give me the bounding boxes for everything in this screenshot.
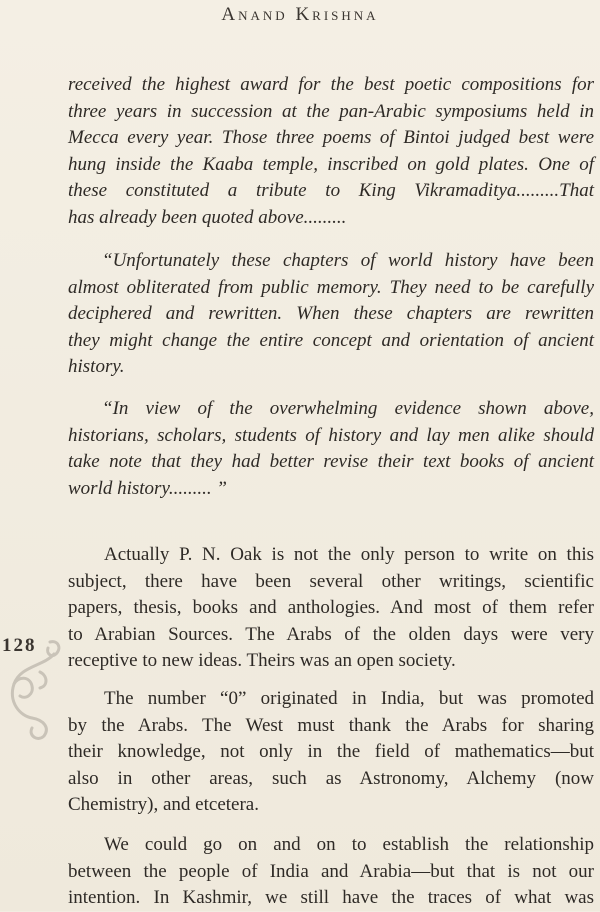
- text-line: these constituted a tribute to King Vikramaditya.........That: [68, 180, 594, 201]
- text-line: by the Arabs. The West must thank the Arabs for sharing: [68, 714, 594, 736]
- text-line: The number “0” originated in India, but was promoted: [104, 688, 594, 709]
- page-number: 128: [2, 635, 37, 656]
- text-line: subject, there have been several other writings, scientific: [68, 570, 594, 592]
- text-line: “Unfortunately these chapters of world history have been: [102, 250, 594, 271]
- paragraph-1: [68, 542, 594, 675]
- text-line: world history......... ”: [68, 477, 227, 499]
- text-line: take note that they had better revise their text books of ancient: [68, 451, 594, 472]
- text-line: Chemistry), and etcetera.: [68, 794, 259, 815]
- text-line: papers, thesis, books and anthologies. And most of them refer: [68, 597, 594, 618]
- text-line: history.: [68, 356, 125, 377]
- text-line: has already been quoted above.........: [68, 206, 347, 228]
- text-line: historians, scholars, students of history and lay men alike should: [68, 424, 594, 446]
- text-line: receptive to new ideas. Theirs was an open society.: [68, 650, 456, 671]
- text-line: also in other areas, such as Astronomy, Alchemy (now: [68, 767, 594, 789]
- quote-block-1: [68, 72, 594, 231]
- text-line: intention. In Kashmir, we still have the traces of what was: [68, 887, 594, 908]
- text-line: almost obliterated from public memory. They need to be carefully: [68, 276, 594, 298]
- text-line: to Arabian Sources. The Arabs of the olden days were very: [68, 623, 594, 645]
- text-line: received the highest award for the best poetic compositions for: [68, 74, 594, 95]
- text-line: Actually P. N. Oak is not the only person to write on this: [104, 544, 594, 565]
- text-line: they might change the entire concept and orientation of ancient: [68, 329, 594, 351]
- text-line: hung inside the Kaaba temple, inscribed on gold plates. One of: [68, 153, 594, 175]
- text-line: Mecca every year. Those three poems of Bintoi judged best were: [68, 127, 594, 148]
- quote-block-3: [68, 396, 594, 502]
- text-line: between the people of India and Arabia—but that is not our: [68, 860, 594, 882]
- text-line: “In view of the overwhelming evidence shown above,: [102, 398, 594, 419]
- text-line: three years in succession at the pan-Arabic symposiums held in: [68, 100, 594, 122]
- paragraph-3: [68, 832, 594, 912]
- paragraph-2: [68, 686, 594, 819]
- swirl-ornament-icon: [0, 632, 66, 742]
- running-head: Anand Krishna: [221, 4, 379, 25]
- quote-block-2: [68, 248, 594, 381]
- text-line: deciphered and rewritten. When these chapters are rewritten: [68, 303, 594, 324]
- text-line: We could go on and on to establish the relationship: [104, 834, 594, 855]
- text-line: their knowledge, not only in the field of mathematics—but: [68, 741, 594, 762]
